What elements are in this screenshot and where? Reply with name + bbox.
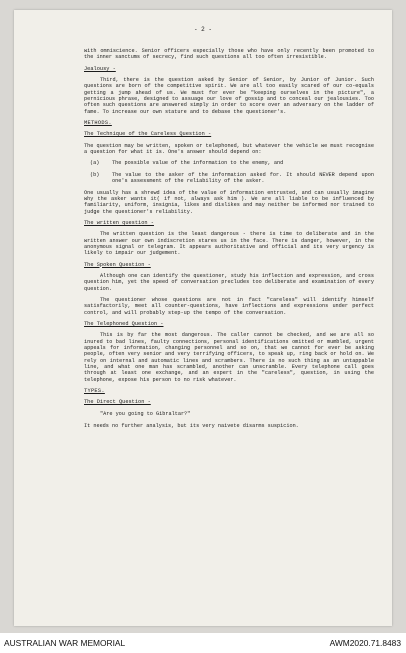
paragraph-questioner: The questioner whose questions are not in fact "careless" will identify himself satisfactorily, meet all counter-questions, have inflections and expressions under perfect control, and will probably step-up the tempo of the conversation.	[84, 296, 374, 316]
heading-careless-technique: The Technique of the Careless Question -	[84, 131, 212, 138]
list-marker: (b)	[90, 171, 100, 178]
document-body	[84, 48, 374, 434]
list-text: The possible value of the information to the enemy, and	[112, 160, 284, 167]
list-marker: (a)	[90, 160, 100, 167]
paragraph-direct: It needs no further analysis, but its very naivete disarms suspicion.	[84, 423, 299, 430]
heading-spoken-question: The Spoken Question -	[84, 261, 151, 268]
footer-institution: AUSTRALIAN WAR MEMORIAL	[4, 638, 126, 648]
footer-catalog-id: AWM2020.71.8483	[329, 638, 401, 648]
quote-gibraltar: "Are you going to Gibraltar?"	[100, 410, 191, 417]
list-item-a	[84, 160, 374, 166]
heading-types: TYPES.	[84, 388, 105, 395]
heading-telephoned-question: The Telephoned Question -	[84, 321, 164, 327]
paragraph-intro-continuation: with omniscience. Senior officers especially those who have only recently been promoted to the inner sanctums of secrecy, find such questions all too often irresistible.	[84, 48, 374, 61]
paragraph-written: The written question is the least dangerous - there is time to deliberate and in the written answer our own indiscretion stares us in the face. There is danger, however, in the anonymous signal or telegram. It appears authoritative and official and its very urgency is likely to impair our judgement.	[84, 231, 374, 257]
heading-methods: METHODS.	[84, 120, 112, 127]
paragraph-spoken: Although one can identify the questioner, study his inflection and expression, and cross question him, yet the speed of conversation precludes too deliberate and examination of every question.	[84, 272, 374, 292]
page-number: - 2 -	[193, 26, 212, 33]
heading-written-question: The written question -	[84, 219, 154, 226]
paragraph-jealousy: Third, there is the question asked by Senior of Senior, by Junior of Junior. Such questions are born of the competitive spirit. We are all too easily scared of our co-equals getting a jump ahead of us. We must for ever be "keeping ourselves in the picture", a pernicious phrase, designed to assuage our love of gossip and to conceal our jealousies. Too often such questions are answered simply in order to score over an adversary on the ladder of fame. To increase our own stature and to debase the questioner's.	[84, 77, 374, 115]
list-text: The value to the asker of the information asked for. It should NEVER depend upon one's assessment of the reliability of the asker.	[112, 171, 374, 185]
archive-footer	[0, 633, 406, 653]
heading-jealousy: Jealousy -	[84, 65, 116, 72]
list-item-b	[84, 172, 374, 185]
heading-direct-question: The Direct Question -	[84, 399, 151, 406]
paragraph-technique: The question may be written, spoken or telephoned, but whatever the vehicle we must recognise a question for what it is. One's answer should depend on:	[84, 142, 374, 156]
paragraph-telephoned: This is by far the most dangerous. The caller cannot be checked, and we are all so inured to bad lines, faulty connections, personal identifications omitted or mumbled, urgent appeals for information, changing personnel and so on, that we cannot for ever be asking people, often very senior and very terrifying officers, to speak up, ring back or hold on. We rely on internal and automatic lines and scrambers. There is no such thing as an untappable line, and what one man has scrambled, another can unscramble. Every telephone call goes through at least one exchange, and an expert in the "careless", question, in using the telephone, expose his person to no risk whatever.	[84, 332, 374, 383]
document-page	[14, 10, 392, 626]
paragraph-reliability: One usually has a shrewd idea of the value of information entrusted, and can usually imagine why the asker wants it( if not, always ask him ). We are all liable to be influenced by familiarity, uniform, insignia, likes and dislikes and may neither be informed nor trained to judge the questioner's reliability.	[84, 189, 374, 215]
